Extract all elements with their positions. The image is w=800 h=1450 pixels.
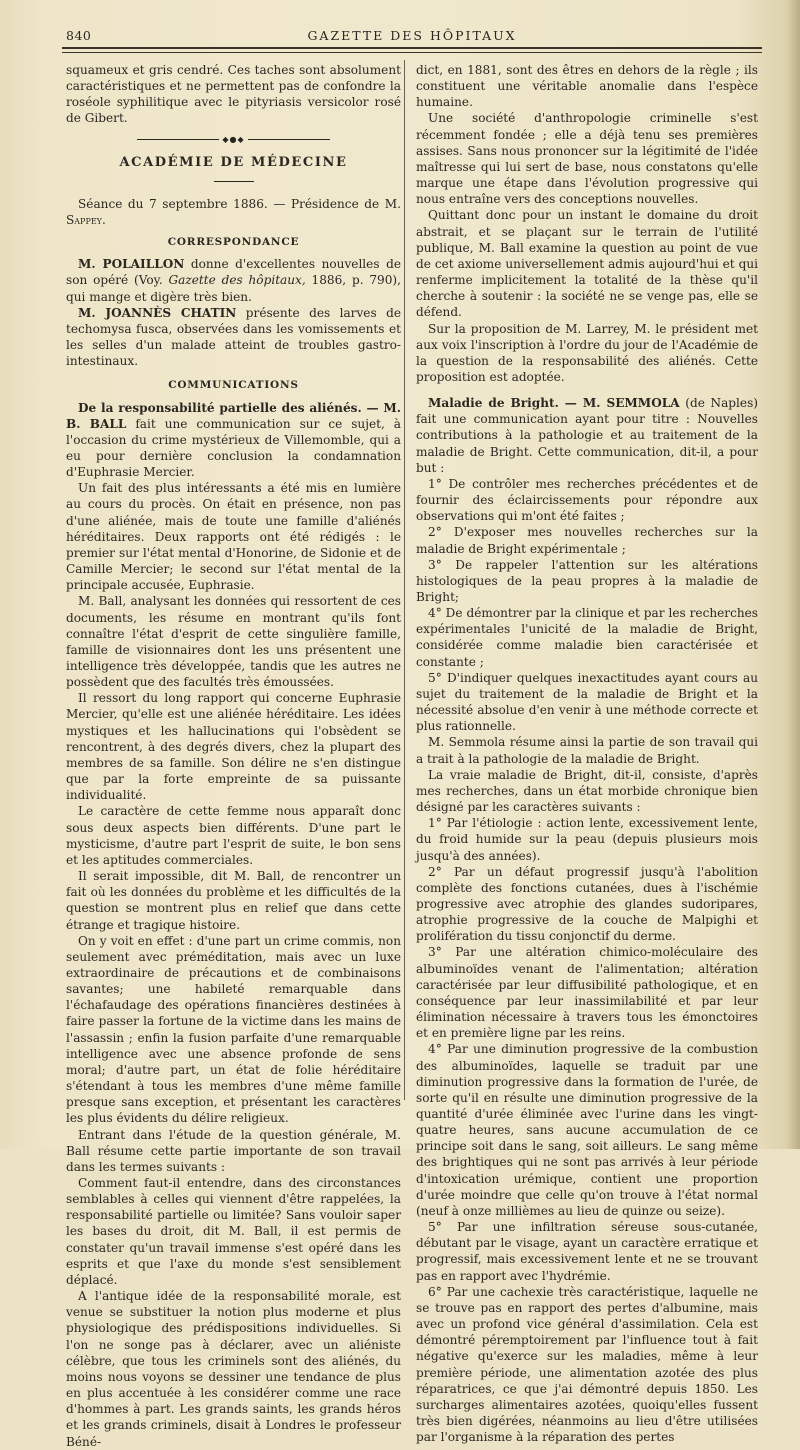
list-item: 3° Par une altération chimico-moléculaire des albuminoïdes venant de l'alimentation; altération caractérisée par leur diffusibilité pathologique, et en conséquence par leur inassimilabilité et par leur élimination nécessaire à travers tous les émonctoires et en première ligne par les reins. [416, 945, 758, 1041]
paragraph: Le caractère de cette femme nous apparaît donc sous deux aspects bien différents. D'une part le mysticisme, d'autre part l'esprit de suite, le bon sens et les aptitudes commerciales. [66, 804, 401, 867]
list-item: 4° Par une diminution progressive de la combustion des albuminoïdes, laquelle se traduit par une diminution progressive dans la formation de l'urée, de sorte qu'il en résulte une diminution progressive de la quantité d'urée éliminée avec l'urine dans les vingt-quatre heures, sans aucune accumulation de ce principe soit dans le sang, soit ailleurs. Le sang même des brightiques qui ne sont pas arrivés à leur période d'intoxication urémique, contient une proportion d'urée moindre que celle qu'on trouve à l'état normal (neuf à onze millièmes au lieu de quinze ou seize). [416, 1042, 758, 1218]
comm-p1-text: fait une communication sur ce sujet, à l'occasion du crime mystérieux de Villemomble, qui a eu pour dernière conclusion la condamnation d'Euphrasie Mercier. [66, 416, 401, 480]
corr1-text-b: 1886, p. 790), qui mange et digère très bien. [66, 273, 401, 304]
short-rule [214, 181, 254, 182]
corr1-text-a: donne d'excellentes nouvelles de son opéré (Voy. [66, 257, 401, 288]
gazette-reference: Gazette des hôpitaux, [168, 273, 306, 288]
list-item: 2° D'exposer mes nouvelles recherches sur la maladie de Bright expérimentale ; [416, 525, 758, 556]
author-ball: — M. B. BALL [66, 400, 401, 431]
article-title-bright: Maladie de Bright. [428, 396, 559, 411]
paragraph: Un fait des plus intéressants a été mis en lumière au cours du procès. On était en présence, non pas d'une aliénée, mais de toute une famille d'aliénés héréditaires. Deux rapports ont été rédigés : le premier sur l'état mental d'Honorine, de Sidonie et de Camille Mercier; le second sur l'état mental de la principale accusée, Euphrasie. [66, 481, 401, 593]
paragraph: dict, en 1881, sont des êtres en dehors de la règle ; ils constituent une véritable anomalie dans l'espèce humaine. [416, 63, 758, 110]
correspondance-heading: CORRESPONDANCE [167, 236, 300, 249]
communication-semmola-intro [416, 395, 758, 476]
page-header [62, 22, 762, 46]
author-semmola: — M. SEMMOLA [558, 396, 680, 411]
paragraph: Sur la proposition de M. Larrey, M. le président met aux voix l'inscription à l'ordre du jour de l'Académie de la question de la responsabilité des aliénés. Cette proposition est adoptée. [416, 321, 758, 384]
article-title-responsabilite: De la responsabilité partielle des aliénés. [78, 400, 362, 415]
paragraph-roseole: squameux et gris cendré. Ces taches sont absolument caractéristiques et ne permettent pas de confondre la roséole syphilitique avec le pityriasis versicolor rosé de Gibert. [66, 63, 401, 126]
list-item: 2° Par un défaut progressif jusqu'à l'abolition complète des fonctions cutanées, dues à l'ischémie progressive avec atrophie des glandes sudoripares, atrophie progressive de la couche de Malpighi et prolifération du tissu conjonctif du derme. [416, 864, 758, 944]
author-polaillon: M. POLAILLON [78, 257, 185, 272]
seance-text: Séance du 7 septembre 1886. — Présidence de M. [78, 196, 401, 211]
list-item: 6° Par une cachexie très caractéristique, laquelle ne se trouve pas en rapport des pertes d'albumine, mais avec un profond vice général d'assimilation. Cela est démontré péremptoirement par l'influence tout à fait négative qu'exerce sur les maladies, même à leur première période, une alimentation azotée des plus réparatrices, ce que j'ai démontré depuis 1850. Les surcharges alimentaires azotées, quoiqu'elles fussent très bien digérées, néanmoins au lieu d'être utilisées par l'organisme à la réparation des pertes [416, 1284, 758, 1445]
correspondance-polaillon [66, 256, 401, 304]
right-column [416, 62, 758, 1445]
paragraph: M. Semmola résume ainsi la partie de son travail qui a trait à la pathologie de la maladie de Bright. [416, 735, 758, 766]
list-item: 3° De rappeler l'attention sur les altérations histologiques de la peau propres à la maladie de Bright; [416, 557, 758, 604]
header-rule-thick [62, 47, 762, 49]
list-item: 5° Par une infiltration séreuse sous-cutanée, débutant par le visage, ayant un caractère erratique et progressif, mais excessivement lente et ne se trouvant pas en rapport avec l'hydrémie. [416, 1220, 758, 1283]
column-divider [404, 60, 405, 1100]
seance-line [66, 196, 401, 228]
list-item: 5° D'indiquer quelques inexactitudes ayant cours au sujet du traitement de la maladie de Bright et la nécessité absolue d'en venir à une méthode correcte et plus rationnelle. [416, 670, 758, 734]
paragraph: A l'antique idée de la responsabilité morale, est venue se substituer la notion plus moderne et plus physiologique des prédispositions individuelles. Si l'on ne songe pas à déclarer, avec un aliéniste célèbre, que tous les criminels sont des aliénés, du moins nous voyons se dessiner une tendance de plus en plus accentuée à les considérer comme une race d'hommes à part. Les grands saints, les grands héros et les grands criminels, disait à Londres le professeur Béné- [66, 1289, 401, 1449]
list-item: 1° De contrôler mes recherches précédentes et de fournir des éclaircissements pour répondre aux observations qui m'ont été faites ; [416, 476, 758, 524]
header-rule-thin [62, 52, 762, 53]
paragraph: Entrant dans l'étude de la question générale, M. Ball résume cette partie importante de son travail dans les termes suivants : [66, 1127, 401, 1174]
page-edge-shadow [786, 0, 800, 1149]
paragraph: On y voit en effet : d'une part un crime commis, non seulement avec préméditation, mais avec un luxe extraordinaire de précautions et de combinaisons savantes; une habileté remarquable dans l'échafaudage des opérations financières destinées à faire passer la fortune de la victime dans les mains de l'assassin ; enfin la fusion parfaite d'une remarquable intelligence avec une absence profonde de sens moral; d'autre part, un état de folie héréditaire s'étendant à tous les membres d'une même famille presque sans exception, et présentant les caractères les plus évidents du délire religieux. [66, 933, 401, 1126]
communications-heading: COMMUNICATIONS [168, 379, 299, 392]
journal-title: GAZETTE DES HÔPITAUX [307, 28, 517, 43]
paragraph: M. Ball, analysant les données qui ressortent de ces documents, les résume en montrant qu'ils font connaître l'état d'esprit de cette singulière famille, famille de visionnaires dont les uns présentent une intelligence très développée, tandis que les autres ne possèdent que des facultés très émoussées. [66, 594, 401, 690]
seance-president: Sappey. [66, 212, 106, 227]
paragraph: Comment faut-il entendre, dans des circonstances semblables à celles qui viennent d'être rappelées, la responsabilité partielle ou limitée? Sans vouloir saper les bases du droit, dit M. Ball, il est permis de constater qu'un travail immense s'est opéré dans les esprits et que l'axe du monde s'est sensiblement déplacé. [66, 1176, 401, 1287]
page-number: 840 [66, 28, 92, 43]
academie-heading: ACADÉMIE DE MÉDECINE [119, 154, 348, 170]
list-item: 4° De démontrer par la clinique et par les recherches expérimentales l'unicité de la maladie de Bright, considérée comme maladie bien caractérisée et constante ; [416, 606, 758, 669]
corr2-text: présente des larves de techomysa fusca, observées dans les vomissements et les selles d'un malade atteint de troubles gastro-intestinaux. [66, 305, 401, 369]
paragraph: La vraie maladie de Bright, dit-il, consiste, d'après mes recherches, dans un état morbide chronique bien désigné par les caractères suivants : [416, 767, 758, 815]
paragraph: Il serait impossible, dit M. Ball, de rencontrer un fait où les données du problème et les difficultés de la question se montrent plus en relief que dans cette étrange et tragique histoire. [66, 869, 401, 932]
paragraph: Il ressort du long rapport qui concerne Euphrasie Mercier, qu'elle est une aliénée héréditaire. Les idées mystiques et les hallucinations qui l'obsèdent se rencontrent, à des degrés divers, chez la plupart des membres de sa famille. Son délire ne s'en distingue que par la forte empreinte de sa puissante individualité. [66, 691, 401, 803]
bright-p1-text: (de Naples) fait une communication ayant pour titre : Nouvelles contributions à la pathologie et au traitement de la maladie de Bright. Cette communication, dit-il, a pour but : [416, 396, 758, 475]
list-item: 1° Par l'étiologie : action lente, excessivement lente, du froid humide sur la peau (depuis plusieurs mois jusqu'à des années). [416, 816, 758, 863]
paragraph: Quittant donc pour un instant le domaine du droit abstrait, et se plaçant sur le terrain de l'utilité publique, M. Ball examine la question au point de vue de cet axiome universellement admis aujourd'hui et qui renferme implicitement la totalité de la thèse qu'il cherche à soutenir : la société ne se venge pas, elle se défend. [416, 208, 758, 320]
left-column [66, 62, 401, 1450]
author-chatin: M. JOANNÈS CHATIN [78, 305, 237, 320]
communication-ball-intro [66, 400, 401, 481]
correspondance-chatin [66, 305, 401, 370]
section-ornament: ◆●◆ [66, 131, 401, 149]
paragraph: Une société d'anthropologie criminelle s'est récemment fondée ; elle a déjà tenu ses premières assises. Sans nous prononcer sur la légitimité de l'idée maîtresse qui lui sert de base, nous constatons qu'elle marque une étape dans l'évolution progressive qui nous entraîne vers des conceptions nouvelles. [416, 111, 758, 207]
